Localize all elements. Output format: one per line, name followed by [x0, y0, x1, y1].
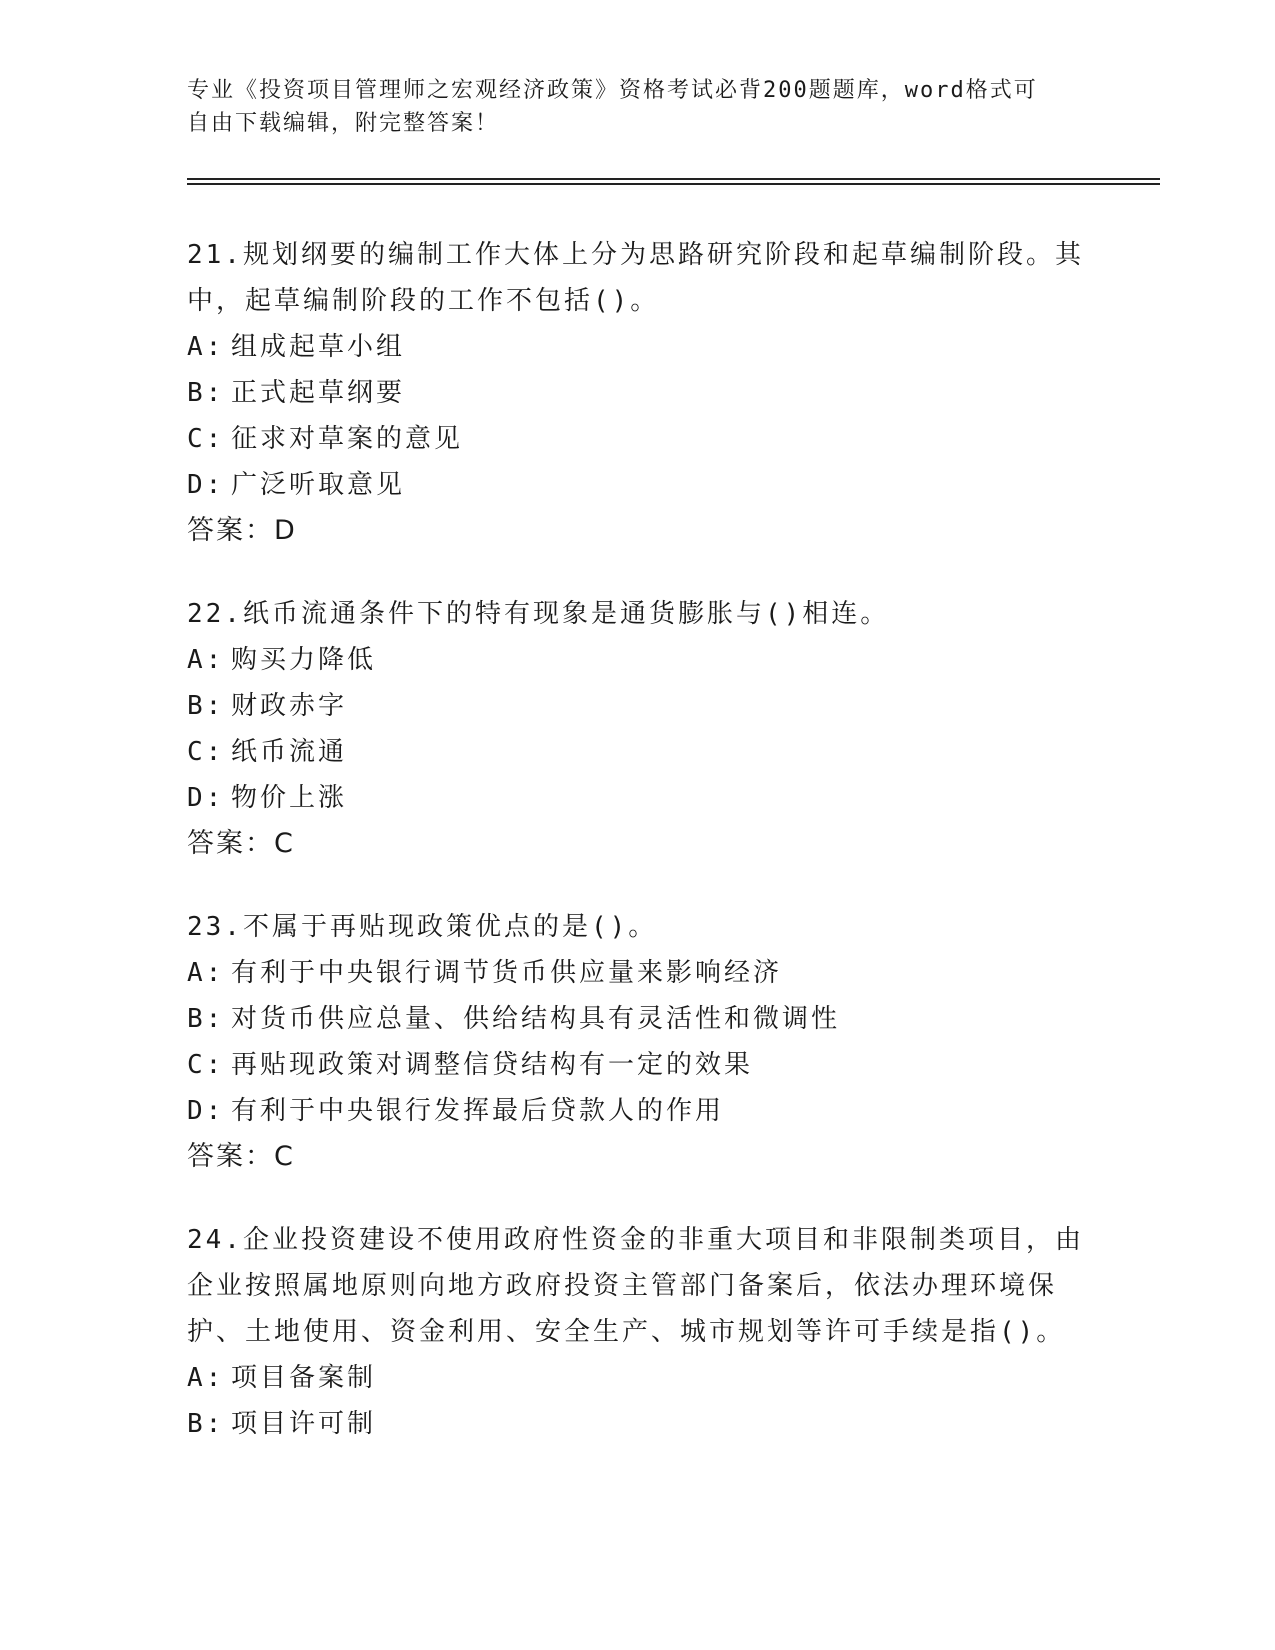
option-a	[187, 637, 1087, 683]
question-stem	[187, 1217, 1087, 1355]
option-d	[187, 462, 1087, 508]
option-letter: C:	[187, 1050, 225, 1080]
option-letter: A:	[187, 645, 225, 675]
option-text: 对货币供应总量、供给结构具有灵活性和微调性	[231, 1004, 841, 1034]
option-letter: B:	[187, 378, 225, 408]
option-b	[187, 683, 1087, 729]
option-b	[187, 996, 1087, 1042]
option-letter: C:	[187, 737, 225, 767]
question-stem	[187, 232, 1087, 324]
question-stem-line: 21.规划纲要的编制工作大体上分为思路研究阶段和起草编制阶段。其	[187, 240, 1084, 270]
option-text: 组成起草小组	[231, 332, 406, 362]
option-letter: B:	[187, 1004, 225, 1034]
option-c	[187, 1042, 1087, 1088]
option-text: 有利于中央银行发挥最后贷款人的作用	[231, 1096, 725, 1126]
option-letter: D:	[187, 470, 225, 500]
option-text: 购买力降低	[231, 645, 377, 675]
option-text: 纸币流通	[231, 737, 348, 767]
option-letter: D:	[187, 1096, 225, 1126]
option-text: 项目许可制	[231, 1409, 377, 1439]
option-letter: B:	[187, 1409, 225, 1439]
answer-label: 答案：C	[187, 1141, 295, 1172]
option-d	[187, 1088, 1087, 1134]
answer-label: 答案：C	[187, 828, 295, 859]
option-text: 征求对草案的意见	[231, 424, 464, 454]
question-stem-line: 企业按照属地原则向地方政府投资主管部门备案后，依法办理环境保	[187, 1271, 1058, 1301]
question-stem-line: 23.不属于再贴现政策优点的是()。	[187, 912, 658, 942]
question-stem-line: 22.纸币流通条件下的特有现象是通货膨胀与()相连。	[187, 599, 890, 629]
option-b	[187, 370, 1087, 416]
header-divider-top	[187, 178, 1160, 180]
option-letter: A:	[187, 1363, 225, 1393]
document-header	[187, 74, 1067, 140]
option-text: 财政赤字	[231, 691, 348, 721]
option-d	[187, 775, 1087, 821]
question-list	[187, 232, 1087, 1484]
question-stem-line: 中，起草编制阶段的工作不包括()。	[187, 286, 660, 316]
option-c	[187, 729, 1087, 775]
option-letter: A:	[187, 958, 225, 988]
option-letter: A:	[187, 332, 225, 362]
option-text: 物价上涨	[231, 783, 348, 813]
option-b	[187, 1401, 1087, 1447]
answer-label: 答案：D	[187, 515, 297, 546]
option-text: 广泛听取意见	[231, 470, 406, 500]
option-letter: D:	[187, 783, 225, 813]
question-21	[187, 232, 1087, 554]
question-stem-line: 护、土地使用、资金利用、安全生产、城市规划等许可手续是指()。	[187, 1317, 1066, 1347]
option-text: 有利于中央银行调节货币供应量来影响经济	[231, 958, 783, 988]
question-22	[187, 591, 1087, 867]
option-letter: B:	[187, 691, 225, 721]
option-a	[187, 324, 1087, 370]
question-23	[187, 904, 1087, 1180]
option-letter: C:	[187, 424, 225, 454]
question-24	[187, 1217, 1087, 1447]
question-stem	[187, 591, 1087, 637]
option-text: 正式起草纲要	[231, 378, 406, 408]
header-line-1: 专业《投资项目管理师之宏观经济政策》资格考试必背200题题库，word格式可	[187, 78, 1038, 103]
option-text: 再贴现政策对调整信贷结构有一定的效果	[231, 1050, 754, 1080]
option-a	[187, 950, 1087, 996]
question-stem-line: 24.企业投资建设不使用政府性资金的非重大项目和非限制类项目，由	[187, 1225, 1084, 1255]
option-c	[187, 416, 1087, 462]
option-a	[187, 1355, 1087, 1401]
question-stem	[187, 904, 1087, 950]
header-line-2: 自由下载编辑，附完整答案！	[187, 111, 500, 136]
option-text: 项目备案制	[231, 1363, 377, 1393]
header-divider-bottom	[187, 183, 1160, 185]
